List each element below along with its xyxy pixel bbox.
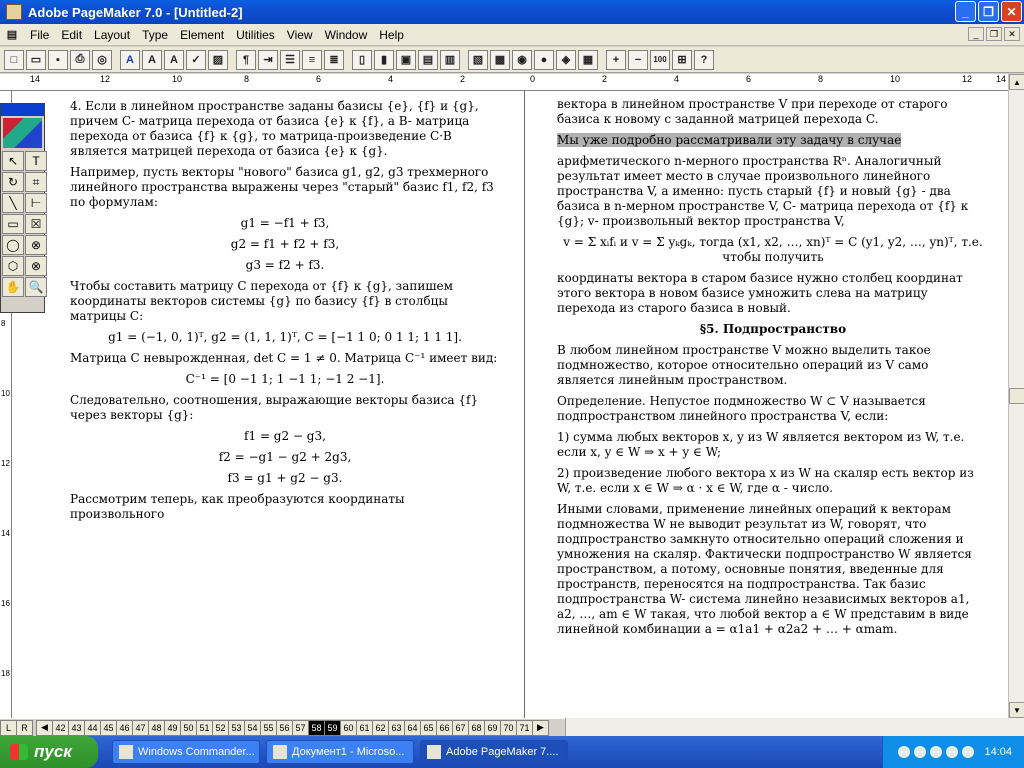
- page-tab[interactable]: 50: [180, 720, 197, 736]
- ruler-tick: 12: [962, 74, 973, 84]
- ruler-tick: 12: [100, 74, 111, 84]
- help-icon[interactable]: ?: [694, 50, 714, 70]
- ruler-tick: 10: [1, 389, 10, 398]
- image-icon[interactable]: ▩: [490, 50, 510, 70]
- ruler-tick: 14: [1, 529, 10, 538]
- spellcheck-icon[interactable]: ✓: [186, 50, 206, 70]
- formula: C⁻¹ = [0 −1 1; 1 −1 1; −1 2 −1].: [185, 372, 385, 386]
- ellipse-tool-icon[interactable]: ◯: [2, 235, 24, 255]
- ellipse-frame-tool-icon[interactable]: ⊗: [25, 235, 47, 255]
- place-icon[interactable]: ▧: [468, 50, 488, 70]
- start-button[interactable]: [0, 736, 98, 768]
- page-tab-active[interactable]: 58: [308, 720, 325, 736]
- ruler-tick: 2: [602, 74, 608, 84]
- scripts-icon[interactable]: ▥: [440, 50, 460, 70]
- taskbar-button-active[interactable]: [420, 740, 568, 764]
- help-tray-icon[interactable]: [898, 746, 910, 758]
- zoom-tool-icon[interactable]: 🔍: [25, 277, 47, 297]
- paragraph[interactable]: 4. Если в линейном пространстве заданы базисы {e}, {f} и {g}, причем C- матрица перехода от базиса {e} к {f}, а B- матрица перехода от базиса {f} к {g}, то матрица-произведение C·B является матрицей перехода от базиса {e} к {g}.: [70, 99, 479, 158]
- page-tab[interactable]: 60: [340, 720, 357, 736]
- page-tab[interactable]: 44: [84, 720, 101, 736]
- page-tabs-scroll-left[interactable]: ◀: [36, 720, 53, 736]
- page-tab[interactable]: 68: [468, 720, 485, 736]
- ruler-tick: 4: [674, 74, 680, 84]
- paragraph[interactable]: Рассмотрим теперь, как преобразуются координаты произвольного: [70, 492, 405, 521]
- font-size-down-icon[interactable]: A: [164, 50, 184, 70]
- ruler-tick: 18: [1, 669, 10, 678]
- layers-icon[interactable]: ▣: [396, 50, 416, 70]
- ruler-tick: 14: [996, 74, 1007, 84]
- paragraph[interactable]: координаты вектора в старом базисе нужно столбец координат этого вектора в новом базисе умножить слева на матрицу перехода из старого базиса в новый.: [557, 271, 963, 315]
- page-spread-divider: [524, 91, 525, 718]
- formula: g1 = −f1 + f3,: [240, 216, 330, 230]
- word-document-icon: [273, 745, 287, 759]
- formula: f1 = g2 − g3,: [244, 429, 326, 443]
- ruler-tick: 8: [244, 74, 250, 84]
- horizontal-ruler[interactable]: [0, 74, 1008, 91]
- minimize-button[interactable]: _: [955, 1, 976, 22]
- menu-view[interactable]: View: [286, 27, 313, 42]
- window-title: Adobe PageMaker 7.0 - [Untitled-2]: [28, 4, 243, 20]
- page-tab[interactable]: 56: [276, 720, 293, 736]
- toolbar: [0, 47, 1024, 73]
- document-icon[interactable]: ▤: [6, 29, 18, 41]
- ruler-tick: 8: [818, 74, 824, 84]
- ruler-tick: 0: [530, 74, 536, 84]
- ruler-tick: 2: [460, 74, 466, 84]
- menu-bar: [0, 24, 1024, 46]
- page-tab[interactable]: 55: [260, 720, 277, 736]
- page-tab-left[interactable]: L: [0, 720, 17, 736]
- paragraph[interactable]: Следовательно, соотношения, выражающие векторы базиса {f} через векторы {g}:: [70, 393, 479, 422]
- volume-tray-icon[interactable]: [962, 746, 974, 758]
- paragraph[interactable]: 2) произведение любого вектора x из W на скаляр есть вектор из W, т.е. если x ∈ W ⇒ α · x ∈ W, где α - число.: [557, 466, 974, 495]
- clock[interactable]: 14:04: [984, 746, 1012, 758]
- paragraph[interactable]: В любом линейном пространстве V можно выделить такое подмножество, которое относительно операций из V само является линейным пространством.: [557, 343, 931, 387]
- taskbar-label: Adobe PageMaker 7....: [446, 746, 559, 758]
- text-tool-icon[interactable]: T: [25, 151, 47, 171]
- scroll-thumb[interactable]: [1009, 388, 1024, 404]
- formula: g3 = f2 + f3.: [245, 258, 325, 272]
- font-icon[interactable]: A: [120, 50, 140, 70]
- doc-restore-button[interactable]: ❐: [986, 27, 1002, 41]
- paragraph[interactable]: арифметического n-мерного пространства Rⁿ. Аналогичный результат имеет место в случае произвольного линейного пространства V, а именно: пусть старый {f} и новый {g} - два базиса в n-мерном пространстве V, C- матрица перехода от {f} к {g}; v- произвольный вектор пространства V,: [557, 154, 969, 228]
- windows-commander-icon: [119, 745, 133, 759]
- start-label: пуск: [34, 742, 72, 761]
- page-tab[interactable]: 47: [132, 720, 149, 736]
- globe-icon[interactable]: ●: [534, 50, 554, 70]
- paragraph[interactable]: Иными словами, применение линейных операций к векторам подмножества W не выводит результат из W, говорят, что подпространство замкнуто относительно операций сложения и умножения на скаляр. Фактически подпространство W является пространством, а потому, основные понятия, введенные для пространств, переносятся на подпространства. Так базис подпространства W- система линейно независимых векторов a1, a2, …, am ∈ W такая, что любой вектор a ∈ W представим в виде линейной комбинации a = α1a1 + α2a2 + … + αmam.: [557, 502, 972, 636]
- master-pages-icon[interactable]: ▤: [418, 50, 438, 70]
- right-page-text[interactable]: [557, 97, 989, 643]
- ruler-tick: 14: [30, 74, 41, 84]
- colors-icon[interactable]: ▮: [374, 50, 394, 70]
- pagemaker-app-icon: [6, 4, 22, 20]
- page-tab[interactable]: 51: [196, 720, 213, 736]
- page-tab[interactable]: 71: [516, 720, 533, 736]
- pdf-icon[interactable]: ◈: [556, 50, 576, 70]
- system-tray: [882, 736, 1024, 768]
- mail-tray-icon[interactable]: [914, 746, 926, 758]
- page-tabs-scroll-right[interactable]: ▶: [532, 720, 549, 736]
- font-size-up-icon[interactable]: A: [142, 50, 162, 70]
- html-icon[interactable]: ▦: [578, 50, 598, 70]
- scroll-down-arrow[interactable]: ▼: [1009, 702, 1024, 718]
- zoom-out-icon[interactable]: −: [628, 50, 648, 70]
- page-canvas[interactable]: [12, 91, 1008, 718]
- page-tab[interactable]: 49: [164, 720, 181, 736]
- new-icon[interactable]: □: [4, 50, 24, 70]
- bluetooth-tray-icon[interactable]: [930, 746, 942, 758]
- ruler-tick: 10: [890, 74, 901, 84]
- formula: g2 = f1 + f2 + f3,: [230, 237, 340, 251]
- menu-layout[interactable]: Layout: [94, 27, 131, 42]
- paragraph-icon[interactable]: ¶: [236, 50, 256, 70]
- page-tab[interactable]: 42: [52, 720, 69, 736]
- network-tray-icon[interactable]: [946, 746, 958, 758]
- page-tab[interactable]: 48: [148, 720, 165, 736]
- ruler-tick: 16: [1, 599, 10, 608]
- polygon-tool-icon[interactable]: ⬡: [2, 256, 24, 276]
- ruler-tick: 10: [172, 74, 183, 84]
- bullets-icon[interactable]: ☰: [280, 50, 300, 70]
- polygon-frame-tool-icon[interactable]: ⊗: [25, 256, 47, 276]
- menu-window[interactable]: Window: [324, 27, 368, 42]
- highlighted-text[interactable]: Мы уже подробно рассматривали эту задачу в случае: [557, 133, 902, 147]
- taskbar-button[interactable]: [266, 740, 414, 764]
- formula: f2 = −g1 − g2 + 2g3,: [218, 450, 352, 464]
- taskbar: [0, 736, 1024, 768]
- paragraph[interactable]: Матрица C невырожденная, det C = 1 ≠ 0. Матрица C⁻¹ имеет вид:: [70, 351, 498, 365]
- actual-size-icon[interactable]: 100: [650, 50, 670, 70]
- page-tab[interactable]: 45: [100, 720, 117, 736]
- page-tab-active[interactable]: 59: [324, 720, 341, 736]
- menu-help[interactable]: Help: [379, 27, 404, 42]
- menu-edit[interactable]: Edit: [61, 27, 83, 42]
- constrained-line-tool-icon[interactable]: ⊢: [25, 193, 47, 213]
- toolbox-palette: [0, 103, 45, 313]
- find-icon[interactable]: ◎: [92, 50, 112, 70]
- paragraph[interactable]: Чтобы составить матрицу C перехода от {f} к {g}, запишем координаты векторов системы {g} по базису {f} в столбцы матрицы C:: [70, 279, 453, 323]
- paragraph[interactable]: Определение. Непустое подмножество W ⊂ V называется подпространством линейного пространства V, если:: [557, 394, 926, 423]
- styles-icon[interactable]: ▯: [352, 50, 372, 70]
- print-icon[interactable]: ⎙: [70, 50, 90, 70]
- ruler-tick: 6: [746, 74, 752, 84]
- taskbar-label: Документ1 - Microso...: [292, 746, 405, 758]
- page-tab[interactable]: 53: [228, 720, 245, 736]
- paragraph[interactable]: 1) сумма любых векторов x, y из W является вектором из W, т.е. если x, y ∈ W ⇒ x + y ∈ W;: [557, 430, 965, 459]
- page-tab[interactable]: 69: [484, 720, 501, 736]
- doc-close-button[interactable]: ✕: [1004, 27, 1020, 41]
- page-tab[interactable]: 43: [68, 720, 85, 736]
- pointer-tool-icon[interactable]: ↖: [2, 151, 24, 171]
- zoom-in-icon[interactable]: +: [606, 50, 626, 70]
- page-tab[interactable]: 66: [436, 720, 453, 736]
- hyperlink-icon[interactable]: ◉: [512, 50, 532, 70]
- page-tab[interactable]: 57: [292, 720, 309, 736]
- edit-story-icon[interactable]: ▨: [208, 50, 228, 70]
- page-tab[interactable]: 52: [212, 720, 229, 736]
- left-page-text[interactable]: [70, 99, 500, 528]
- taskbar-label: Windows Commander...: [138, 746, 255, 758]
- page-tab[interactable]: 63: [388, 720, 405, 736]
- paragraph[interactable]: вектора в линейном пространстве V при переходе от старого базиса к новому с заданной матрицей перехода C.: [557, 97, 948, 126]
- formula: f3 = g1 + g2 − g3.: [227, 471, 343, 485]
- fit-window-icon[interactable]: ⊞: [672, 50, 692, 70]
- page-tab[interactable]: 70: [500, 720, 517, 736]
- menu-type[interactable]: Type: [142, 27, 169, 42]
- title-bar: [0, 0, 1024, 24]
- save-icon[interactable]: ▪: [48, 50, 68, 70]
- toolbox-logo: [3, 118, 42, 148]
- section-heading[interactable]: §5. Подпространство: [699, 322, 847, 336]
- page-tab[interactable]: 46: [116, 720, 133, 736]
- page-tab[interactable]: 62: [372, 720, 389, 736]
- ruler-tick: 12: [1, 459, 10, 468]
- page-tab[interactable]: 65: [420, 720, 437, 736]
- maximize-button[interactable]: ❐: [978, 1, 999, 22]
- menu-element[interactable]: Element: [180, 27, 225, 42]
- pagemaker-icon: [427, 745, 441, 759]
- rectangle-frame-tool-icon[interactable]: ☒: [25, 214, 47, 234]
- open-icon[interactable]: ▭: [26, 50, 46, 70]
- toolbox-titlebar[interactable]: [1, 104, 44, 116]
- rotate-tool-icon[interactable]: ↻: [2, 172, 24, 192]
- hand-tool-icon[interactable]: ✋: [2, 277, 24, 297]
- outdent-icon[interactable]: ≡: [302, 50, 322, 70]
- indents-icon[interactable]: ⇥: [258, 50, 278, 70]
- menu-file[interactable]: File: [30, 27, 50, 42]
- page-tab-right[interactable]: R: [16, 720, 33, 736]
- doc-minimize-button[interactable]: _: [968, 27, 984, 41]
- scroll-up-arrow[interactable]: ▲: [1009, 74, 1024, 90]
- ruler-tick: 8: [1, 319, 6, 328]
- ruler-tick: 6: [316, 74, 322, 84]
- taskbar-button[interactable]: [112, 740, 260, 764]
- crop-tool-icon[interactable]: ⌗: [25, 172, 47, 192]
- menu-utilities[interactable]: Utilities: [236, 27, 275, 42]
- page-tab[interactable]: 67: [452, 720, 469, 736]
- indent-icon[interactable]: ≣: [324, 50, 344, 70]
- page-tab[interactable]: 54: [244, 720, 261, 736]
- page-tab[interactable]: 64: [404, 720, 421, 736]
- page-tab[interactable]: 61: [356, 720, 373, 736]
- line-tool-icon[interactable]: ╲: [2, 193, 24, 213]
- vertical-scrollbar[interactable]: [1008, 74, 1024, 718]
- windows-flag-icon: [10, 744, 28, 760]
- formula: v = Σ xᵢfᵢ и v = Σ yₖgₖ, тогда (x1, x2, …, xn)ᵀ = C (y1, y2, …, yn)ᵀ, т.е. чтобы получить: [563, 235, 983, 264]
- formula: g1 = (−1, 0, 1)ᵀ, g2 = (1, 1, 1)ᵀ, C = [−1 1 0; 0 1 1; 1 1 1].: [108, 330, 462, 344]
- rectangle-tool-icon[interactable]: ▭: [2, 214, 24, 234]
- ruler-tick: 4: [388, 74, 394, 84]
- paragraph[interactable]: Например, пусть векторы "нового" базиса g1, g2, g3 трехмерного линейного пространства выражены через "старый" базис f1, f2, f3 по формулам:: [70, 165, 494, 209]
- close-button[interactable]: ✕: [1001, 1, 1022, 22]
- horizontal-scrollbar[interactable]: [565, 718, 1024, 736]
